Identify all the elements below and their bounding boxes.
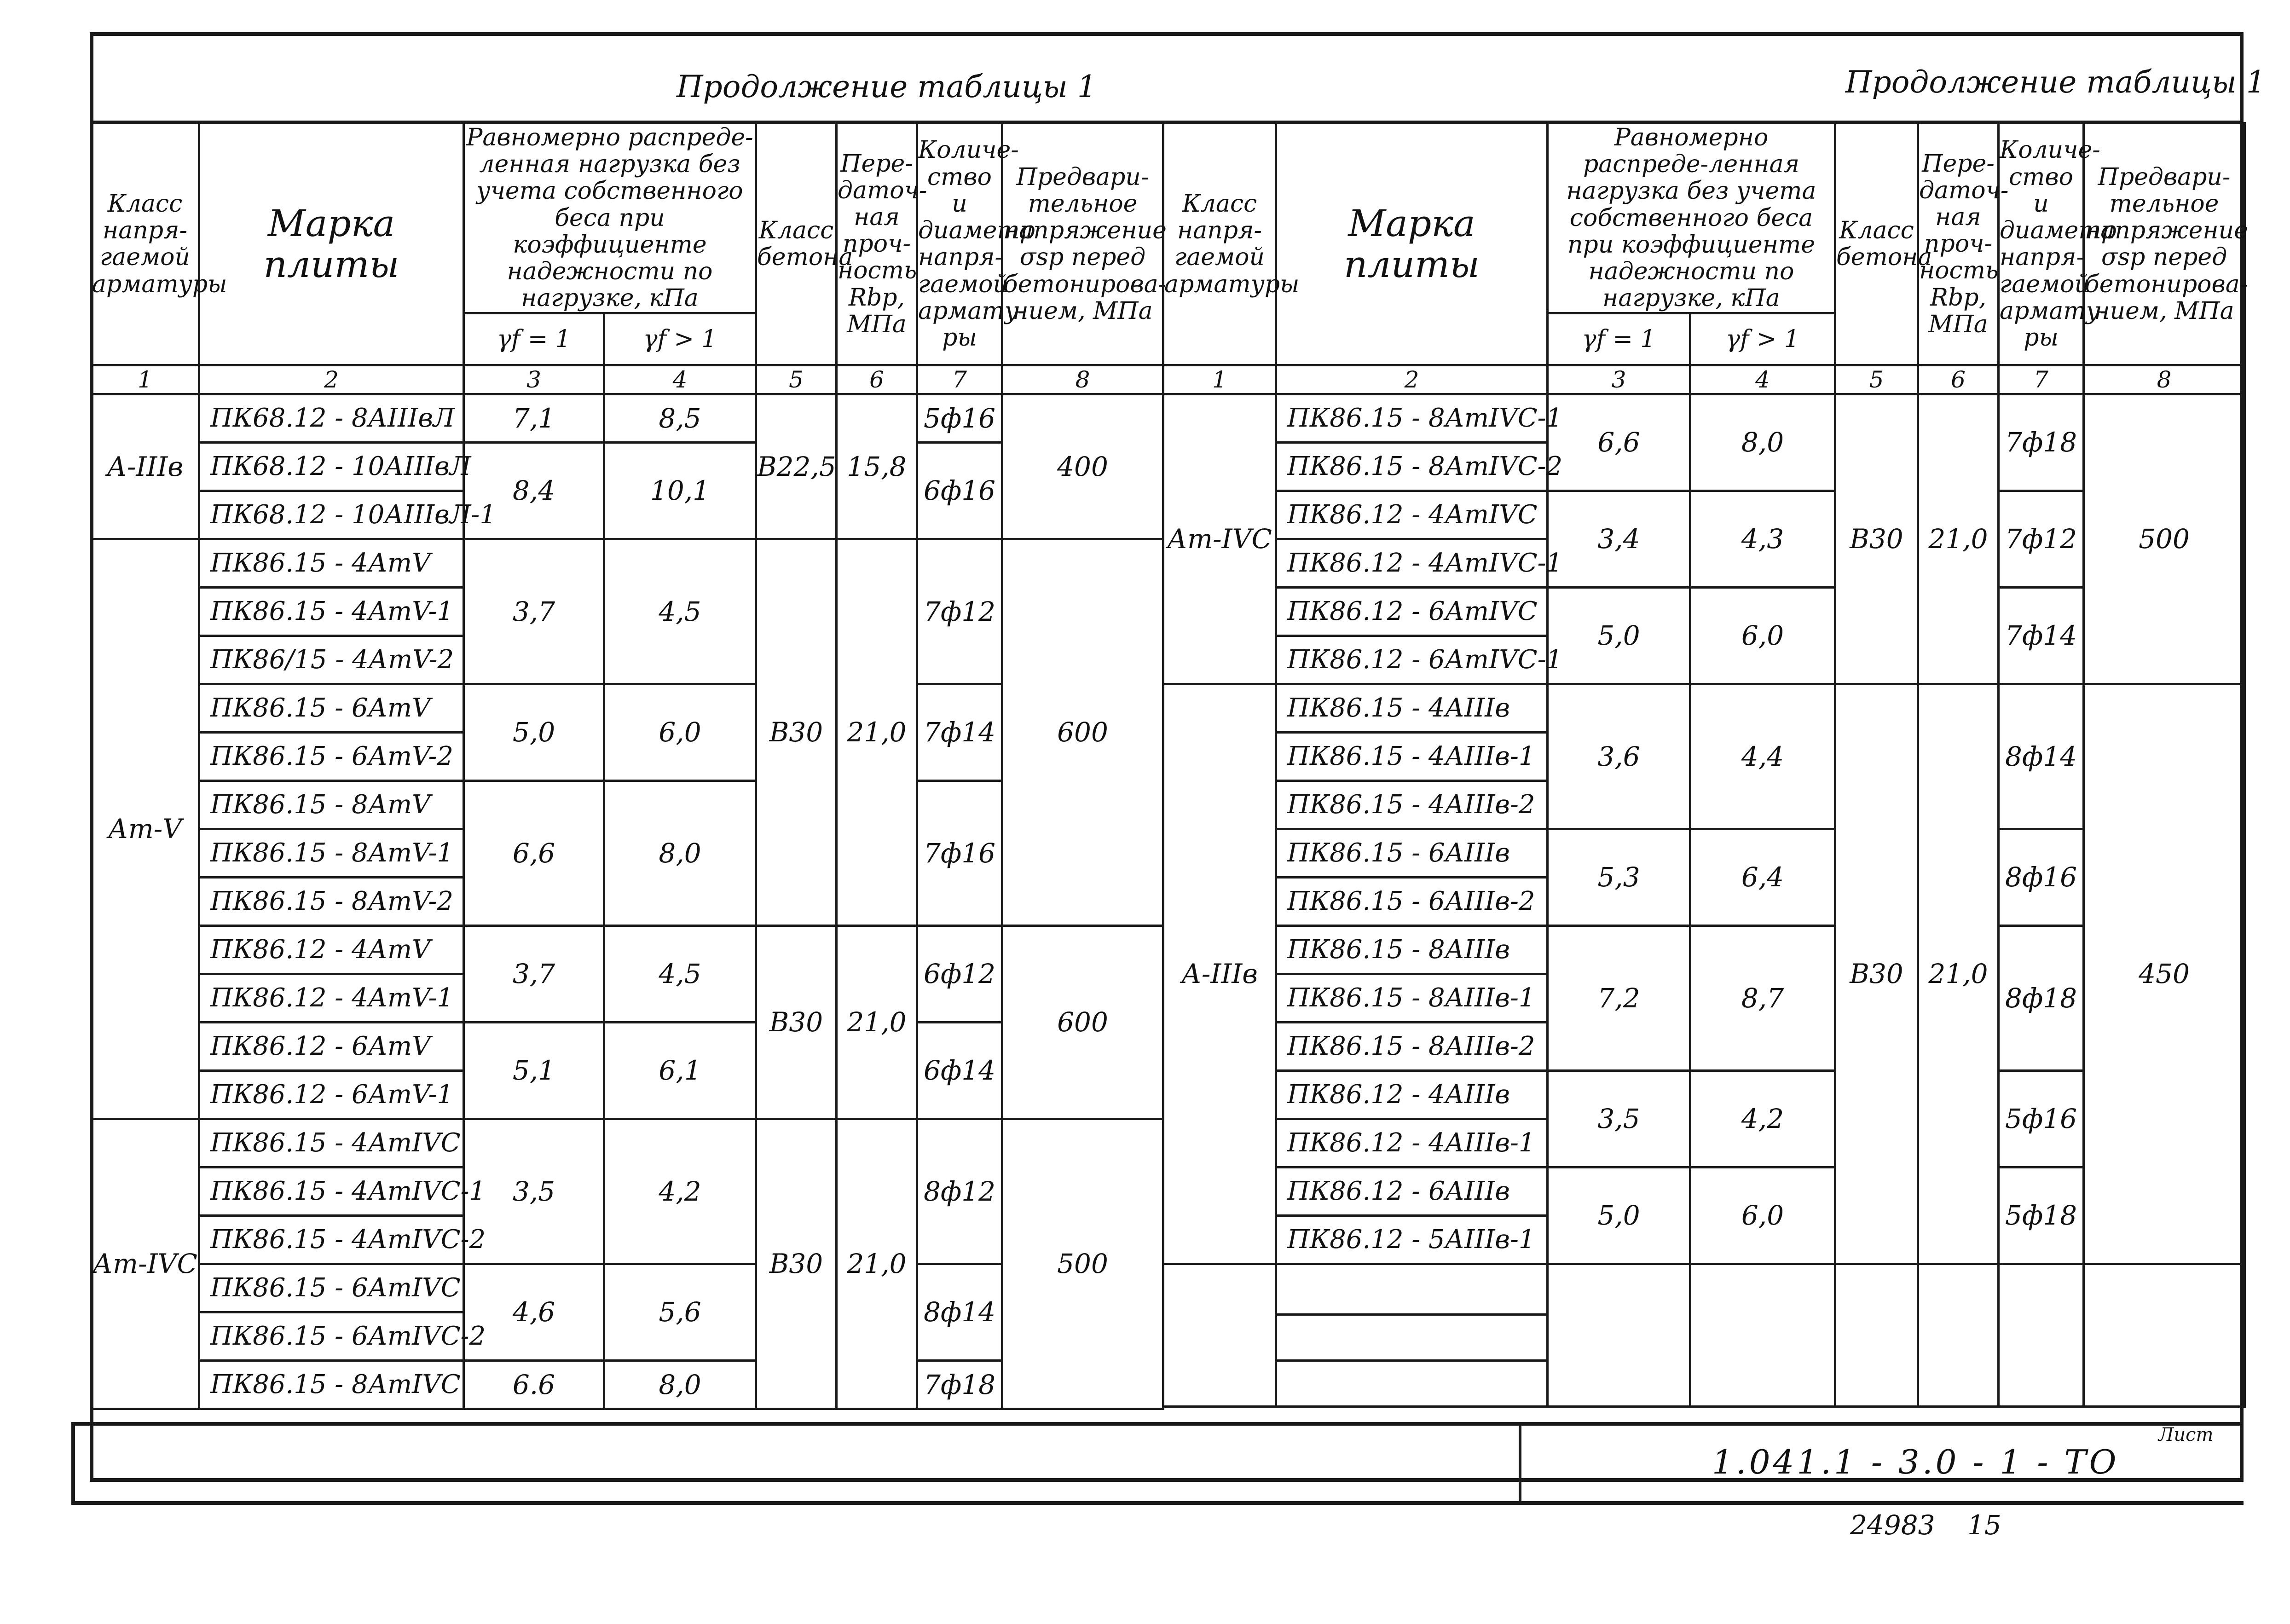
empty-cell xyxy=(1548,1264,1690,1406)
document-code: 1.041.1 - 3.0 - 1 - ТО xyxy=(1712,1443,2119,1481)
rebar: 5ф16 xyxy=(1999,1070,2084,1167)
slab-mark: ПК86.12 - 4АтIVС xyxy=(1276,491,1548,539)
slab-mark: ПК86.15 - 6АтIVС xyxy=(199,1264,464,1312)
load-gf1: 5,0 xyxy=(1548,587,1690,684)
transfer-strength: 21,0 xyxy=(1918,684,1999,1264)
prestress: 450 xyxy=(2084,684,2245,1264)
col-number: 2 xyxy=(1276,365,1548,394)
prestress: 400 xyxy=(1002,394,1163,539)
header-slab-mark: Марка плиты xyxy=(1276,123,1548,365)
rebar: 8ф14 xyxy=(917,1264,1002,1360)
slab-mark: ПК86.15 - 4АтV-1 xyxy=(199,587,464,636)
rebar: 7ф14 xyxy=(1999,587,2084,684)
concrete-class: В30 xyxy=(756,925,837,1119)
class-cell: Ат-V xyxy=(91,539,199,1119)
load-gf1: 8,4 xyxy=(464,442,604,539)
slab-mark: ПК86.12 - 4АIIIв-1 xyxy=(1276,1119,1548,1167)
slab-mark: ПК86.15 - 8АIIIв-2 xyxy=(1276,1022,1548,1070)
load-gf-gt1: 4,2 xyxy=(1690,1070,1835,1167)
concrete-class: В22,5 xyxy=(756,394,837,539)
col-number: 5 xyxy=(756,365,837,394)
slab-mark: ПК86.15 - 4АIIIв-2 xyxy=(1276,780,1548,829)
slab-mark: ПК68.12 - 10АIIIвЛ xyxy=(199,442,464,491)
slab-mark: ПК86.12 - 6АIIIв xyxy=(1276,1167,1548,1215)
col-number: 2 xyxy=(199,365,464,394)
rebar: 7ф12 xyxy=(1999,491,2084,587)
caption-right: Продолжение таблицы 1 xyxy=(1845,64,2266,100)
load-gf1: 5,0 xyxy=(1548,1167,1690,1264)
empty-cell xyxy=(1690,1264,1835,1406)
col-number: 5 xyxy=(1835,365,1918,394)
prestress: 500 xyxy=(2084,394,2245,684)
slab-mark: ПК86.15 - 8АIIIв-1 xyxy=(1276,974,1548,1022)
slab-mark: ПК86.15 - 6АтV xyxy=(199,684,464,732)
load-gf-gt1: 8,0 xyxy=(604,1360,756,1409)
load-gf1: 7,1 xyxy=(464,394,604,442)
col-number: 6 xyxy=(837,365,917,394)
load-gf1: 3,6 xyxy=(1548,684,1690,829)
load-gf-gt1: 8,0 xyxy=(604,780,756,925)
slab-mark: ПК86.15 - 6АтIVС-2 xyxy=(199,1312,464,1360)
load-gf-gt1: 8,0 xyxy=(1690,394,1835,491)
slab-mark: ПК86.12 - 5АIIIв-1 xyxy=(1276,1215,1548,1264)
load-gf1: 5,1 xyxy=(464,1022,604,1119)
class-cell: Ат-IVС xyxy=(91,1119,199,1409)
col-number: 4 xyxy=(1690,365,1835,394)
class-cell: А-IIIв xyxy=(91,394,199,539)
header-concrete-class: Класс бетона xyxy=(756,123,837,365)
transfer-strength: 21,0 xyxy=(837,925,917,1119)
slab-mark: ПК86.15 - 4АIIIв-1 xyxy=(1276,732,1548,780)
load-gf-gt1: 6,4 xyxy=(1690,829,1835,925)
load-gf-gt1: 4,5 xyxy=(604,539,756,684)
load-gf1: 5,3 xyxy=(1548,829,1690,925)
slab-mark: ПК86.15 - 6АIIIв-2 xyxy=(1276,877,1548,925)
prestress: 600 xyxy=(1002,539,1163,925)
rebar: 8ф16 xyxy=(1999,829,2084,925)
rebar: 8ф12 xyxy=(917,1119,1002,1264)
col-number: 7 xyxy=(917,365,1002,394)
concrete-class: В30 xyxy=(756,539,837,925)
col-number: 8 xyxy=(1002,365,1163,394)
rebar: 8ф18 xyxy=(1999,925,2084,1070)
rebar: 8ф14 xyxy=(1999,684,2084,829)
header-gamma-1: γf = 1 xyxy=(464,313,604,365)
col-number: 3 xyxy=(464,365,604,394)
slab-mark: ПК86.15 - 6АтV-2 xyxy=(199,732,464,780)
rebar: 6ф14 xyxy=(917,1022,1002,1119)
load-gf-gt1: 6,0 xyxy=(604,684,756,780)
rebar: 7ф18 xyxy=(917,1360,1002,1409)
load-gf1: 3,4 xyxy=(1548,491,1690,587)
empty-cell xyxy=(1835,1264,1918,1406)
load-gf-gt1: 10,1 xyxy=(604,442,756,539)
transfer-strength: 21,0 xyxy=(837,1119,917,1409)
slab-mark: ПК86.15 - 8АтIVС xyxy=(199,1360,464,1409)
sheet-number: 15 xyxy=(1967,1509,2001,1541)
rebar: 7ф18 xyxy=(1999,394,2084,491)
rebar: 7ф12 xyxy=(917,539,1002,684)
concrete-class: В30 xyxy=(756,1119,837,1409)
header-gamma-gt-1: γf > 1 xyxy=(1690,313,1835,365)
prestress: 600 xyxy=(1002,925,1163,1119)
load-gf-gt1: 4,2 xyxy=(604,1119,756,1264)
load-gf-gt1: 6,1 xyxy=(604,1022,756,1119)
slab-mark: ПК86.15 - 4АтV xyxy=(199,539,464,587)
header-load: Равномерно распреде-ленная нагрузка без учета собственного беса при коэффициенте надежности по нагрузке, кПа xyxy=(1548,123,1835,313)
header-transfer-strength: Пере-даточ-ная проч-ность Rbp, МПа xyxy=(1918,123,1999,365)
load-gf-gt1: 6,0 xyxy=(1690,587,1835,684)
load-gf-gt1: 4,5 xyxy=(604,925,756,1022)
col-number: 4 xyxy=(604,365,756,394)
slab-mark: ПК86.12 - 6АтV xyxy=(199,1022,464,1070)
empty-cell xyxy=(1999,1264,2084,1406)
load-gf1: 5,0 xyxy=(464,684,604,780)
header-prestress: Предвари-тельное напряжение σsp перед бетонирова-нием, МПа xyxy=(2084,123,2245,365)
load-gf1: 7,2 xyxy=(1548,925,1690,1070)
empty-cell xyxy=(1918,1264,1999,1406)
prestress: 500 xyxy=(1002,1119,1163,1409)
header-reinforcement-class: Класс напря-гаемой арматуры xyxy=(1163,123,1276,365)
transfer-strength: 15,8 xyxy=(837,394,917,539)
table-right xyxy=(1162,122,2246,1408)
slab-mark: ПК86.15 - 8АIIIв xyxy=(1276,925,1548,974)
slab-mark: ПК86.12 - 4АтV-1 xyxy=(199,974,464,1022)
inventory-number: 24983 xyxy=(1850,1509,1935,1541)
header-gamma-1: γf = 1 xyxy=(1548,313,1690,365)
rebar: 7ф16 xyxy=(917,780,1002,925)
rebar: 6ф12 xyxy=(917,925,1002,1022)
empty-cell xyxy=(1163,1264,1276,1406)
slab-mark: ПК86.15 - 8АтV-1 xyxy=(199,829,464,877)
load-gf-gt1: 8,7 xyxy=(1690,925,1835,1070)
slab-mark: ПК86.15 - 4АтIVС-2 xyxy=(199,1215,464,1264)
slab-mark: ПК86.15 - 8АтIVС-2 xyxy=(1276,442,1548,491)
col-number: 6 xyxy=(1918,365,1999,394)
rebar: 7ф14 xyxy=(917,684,1002,780)
col-number: 1 xyxy=(1163,365,1276,394)
rebar: 6ф16 xyxy=(917,442,1002,539)
col-number: 8 xyxy=(2084,365,2245,394)
table-left xyxy=(90,122,1167,1410)
slab-mark: ПК86.12 - 4АтV xyxy=(199,925,464,974)
load-gf1: 6.6 xyxy=(464,1360,604,1409)
load-gf1: 4,6 xyxy=(464,1264,604,1360)
header-rebar-count: Количе-ство и диаметр напря-гаемой армату-ры xyxy=(1999,123,2084,365)
load-gf-gt1: 5,6 xyxy=(604,1264,756,1360)
empty-cell xyxy=(2084,1264,2245,1406)
load-gf-gt1: 4,3 xyxy=(1690,491,1835,587)
caption-left: Продолжение таблицы 1 xyxy=(677,69,1097,104)
header-concrete-class: Класс бетона xyxy=(1835,123,1918,365)
header-reinforcement-class: Класс напря-гаемой арматуры xyxy=(91,123,199,365)
header-prestress: Предвари-тельное напряжение σsp перед бетонирова-нием, МПа xyxy=(1002,123,1163,365)
slab-mark: ПК86.12 - 6АтIVС-1 xyxy=(1276,636,1548,684)
load-gf1: 3,5 xyxy=(1548,1070,1690,1167)
load-gf1: 3,7 xyxy=(464,925,604,1022)
load-gf-gt1: 8,5 xyxy=(604,394,756,442)
header-slab-mark: Марка плиты xyxy=(199,123,464,365)
class-cell: А-IIIв xyxy=(1163,684,1276,1264)
slab-mark: ПК86.12 - 6АтIVС xyxy=(1276,587,1548,636)
concrete-class: В30 xyxy=(1835,684,1918,1264)
header-rebar-count: Количе-ство и диаметр напря-гаемой армату-ры xyxy=(917,123,1002,365)
load-gf-gt1: 6,0 xyxy=(1690,1167,1835,1264)
transfer-strength: 21,0 xyxy=(837,539,917,925)
col-number: 3 xyxy=(1548,365,1690,394)
header-gamma-gt-1: γf > 1 xyxy=(604,313,756,365)
transfer-strength: 21,0 xyxy=(1918,394,1999,684)
header-transfer-strength: Пере-даточ-ная проч-ность Rbp, МПа xyxy=(837,123,917,365)
slab-mark: ПК86.12 - 4АIIIв xyxy=(1276,1070,1548,1119)
slab-mark: ПК86/15 - 4АтV-2 xyxy=(199,636,464,684)
load-gf1: 3,7 xyxy=(464,539,604,684)
load-gf-gt1: 4,4 xyxy=(1690,684,1835,829)
empty-cell xyxy=(1276,1360,1548,1406)
sheet-label: Лист xyxy=(2158,1424,2214,1445)
slab-mark: ПК86.15 - 8АтV-2 xyxy=(199,877,464,925)
title-block-divider xyxy=(1519,1422,1521,1505)
empty-cell xyxy=(1276,1314,1548,1360)
slab-mark: ПК86.12 - 6АтV-1 xyxy=(199,1070,464,1119)
slab-mark: ПК86.15 - 4АтIVС xyxy=(199,1119,464,1167)
slab-mark: ПК86.15 - 8АтV xyxy=(199,780,464,829)
header-load: Равномерно распреде-ленная нагрузка без учета собственного беса при коэффициенте надежности по нагрузке, кПа xyxy=(464,123,756,313)
concrete-class: В30 xyxy=(1835,394,1918,684)
load-gf1: 6,6 xyxy=(464,780,604,925)
rebar: 5ф18 xyxy=(1999,1167,2084,1264)
slab-mark: ПК68.12 - 8АIIIвЛ xyxy=(199,394,464,442)
empty-cell xyxy=(1276,1264,1548,1314)
slab-mark: ПК86.12 - 4АтIVС-1 xyxy=(1276,539,1548,587)
slab-mark: ПК86.15 - 4АтIVС-1 xyxy=(199,1167,464,1215)
class-cell: Ат-IVС xyxy=(1163,394,1276,684)
col-number: 7 xyxy=(1999,365,2084,394)
load-gf1: 3,5 xyxy=(464,1119,604,1264)
slab-mark: ПК86.15 - 8АтIVС-1 xyxy=(1276,394,1548,442)
slab-mark: ПК68.12 - 10АIIIвЛ-1 xyxy=(199,491,464,539)
slab-mark: ПК86.15 - 4АIIIв xyxy=(1276,684,1548,732)
slab-mark: ПК86.15 - 6АIIIв xyxy=(1276,829,1548,877)
rebar: 5ф16 xyxy=(917,394,1002,442)
col-number: 1 xyxy=(91,365,199,394)
load-gf1: 6,6 xyxy=(1548,394,1690,491)
